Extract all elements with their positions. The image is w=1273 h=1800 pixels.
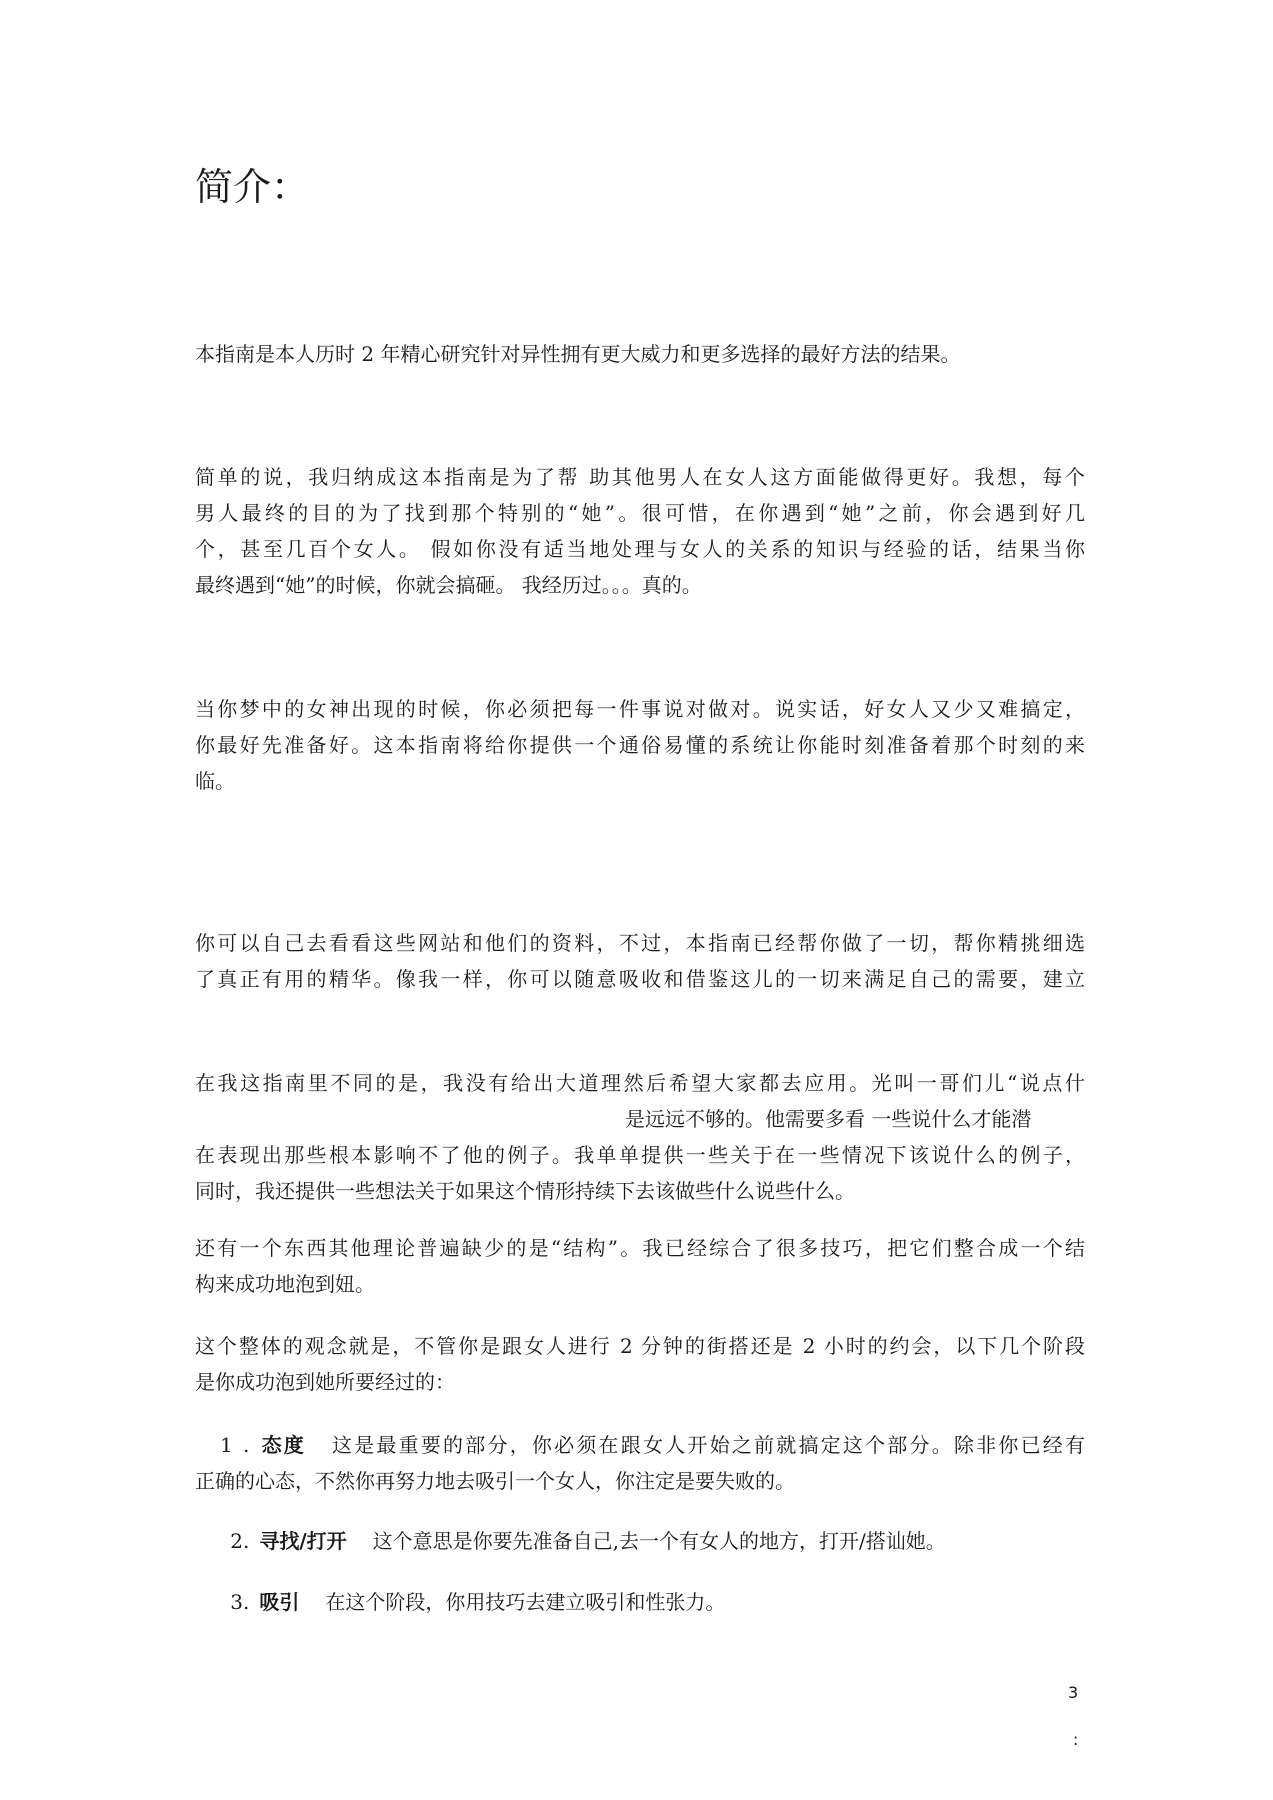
text-line: 个，甚至几百个女人。 假如你没有适当地处理与女人的关系的知识与经验的话，结果当你 [195,537,1085,561]
text-line: 男人最终的目的为了找到那个特别的“她”。很可惜，在你遇到“她”之前，你会遇到好几 [195,501,1085,525]
text-line: 临。 [195,769,235,793]
stage-term: 态度 [259,1433,306,1457]
page-number: 3 [1068,1683,1079,1702]
text-line: 1 . 态度 这是最重要的部分，你必须在跟女人开始之前就搞定这个部分。除非你已经有 [195,1427,1085,1463]
stage-number: 2 [230,1529,243,1553]
text-line: 还有一个东西其他理论普遍缺少的是“结构”。我已经综合了很多技巧，把它们整合成一个结 [195,1236,1085,1260]
stage-description: 这是最重要的部分，你必须在跟女人开始之前就搞定这个部分。除非你已经有 [332,1433,1086,1457]
text-line: 了真正有用的精华。像我一样，你可以随意吸收和借鉴这儿的一切来满足自己的需要，建立 [195,967,1085,991]
stage-item-attraction [195,1584,1085,1620]
text-line: 同时，我还提供一些想法关于如果这个情形持续下去该做些什么说些什么。 [195,1179,855,1203]
text-line: 这个整体的观念就是，不管你是跟女人进行 2 分钟的街搭还是 2 小时的约会，以下几个阶段 [195,1334,1085,1358]
intro-paragraph-6 [195,1230,1085,1302]
stage-description: 正确的心态，不然你再努力地去吸引一个女人，你注定是要失败的。 [195,1469,795,1493]
intro-paragraph-7 [195,1328,1085,1400]
page-title: 简介： [195,165,310,209]
stage-description: 这个意思是你要先准备自己,去一个有女人的地方，打开/搭讪她。 [372,1529,946,1553]
text-line: 在我这指南里不同的是，我没有给出大道理然后希望大家都去应用。光叫一哥们儿“说点什 [195,1071,1085,1095]
stage-term: 吸引 [259,1590,300,1614]
text-line: 构来成功地泡到妞。 [195,1272,375,1296]
stage-number: 3 [230,1590,243,1614]
stage-item-find-open [195,1523,1085,1559]
text-line: 3. 吸引 在这个阶段，你用技巧去建立吸引和性张力。 [195,1584,1085,1620]
stage-term: 寻找/打开 [259,1529,347,1553]
footer-mark: : [1073,1730,1079,1749]
intro-paragraph-1 [195,336,1085,372]
text-line: 最终遇到“她”的时候，你就会搞砸。 我经历过。。。真的。 [195,573,702,597]
text-line: 你可以自己去看看这些网站和他们的资料，不过，本指南已经帮你做了一切，帮你精挑细选 [195,931,1085,955]
text-line: 当你梦中的女神出现的时候，你必须把每一件事说对做对。说实话，好女人又少又难搞定， [195,697,1085,721]
text-line: 在表现出那些根本影响不了他的例子。我单单提供一些关于在一些情况下该说什么的例子， [195,1143,1085,1167]
stage-description: 在这个阶段，你用技巧去建立吸引和性张力。 [325,1590,726,1614]
intro-paragraph-4 [195,925,1085,997]
text-line: 是你成功泡到她所要经过的： [195,1370,455,1394]
intro-paragraph-3 [195,691,1085,799]
text-line: 你最好先准备好。这本指南将给你提供一个通俗易懂的系统让你能时刻准备着那个时刻的来 [195,733,1085,757]
text-line: 本指南是本人历时 2 年精心研究针对异性拥有更大威力和更多选择的最好方法的结果。 [195,342,961,366]
text-line: 2. 寻找/打开 这个意思是你要先准备自己,去一个有女人的地方，打开/搭讪她。 [195,1523,1085,1559]
intro-paragraph-2 [195,459,1085,603]
stage-number: 1 [220,1433,233,1457]
text-line: 简单的说，我归纳成这本指南是为了帮 助其他男人在女人这方面能做得更好。我想，每个 [195,465,1085,489]
intro-paragraph-5 [195,1065,1085,1209]
stage-item-attitude [195,1427,1085,1499]
text-line: 是远远不够的。他需要多看 一些说什么才能潜 [625,1107,1032,1131]
